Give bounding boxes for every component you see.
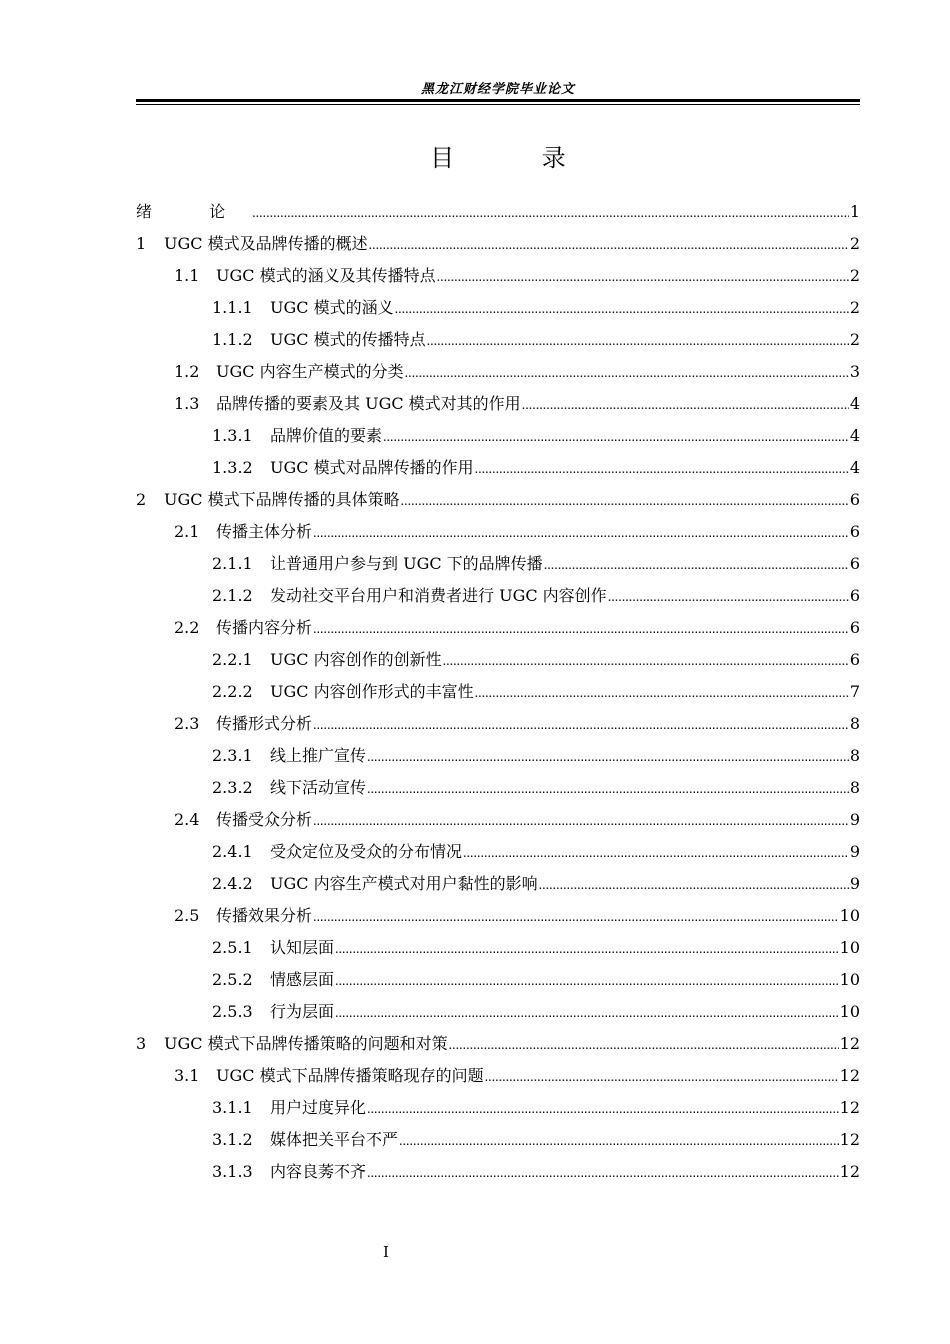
toc-entry-page: 3 [849,362,860,381]
toc-entry[interactable] [136,676,860,708]
toc-dot-leader [427,326,849,358]
toc-entry-page: 7 [849,682,860,701]
toc-entry[interactable] [136,516,860,548]
toc-entry-title: UGC 内容创作的创新性 [270,650,442,669]
toc-entry[interactable] [136,740,860,772]
toc-entry[interactable] [136,420,860,452]
toc-entry-number: 2.4.2 [212,874,253,893]
toc-entry-number: 2.3.2 [212,778,253,797]
toc-dot-leader [539,870,849,902]
toc-dot-leader [383,422,849,454]
toc-dot-leader [252,198,849,230]
toc-entry[interactable] [136,292,860,324]
toc-entry-number: 1.3 [174,394,200,413]
toc-dot-leader [335,998,839,1030]
toc-entry-page: 2 [849,266,860,285]
toc-dot-leader [313,806,849,838]
toc-dot-leader [522,390,849,422]
toc-entry[interactable] [136,996,860,1028]
header-rule-thin [136,104,860,105]
toc-entry-number: 2.4.1 [212,842,253,861]
toc-entry[interactable] [136,1028,860,1060]
toc-entry[interactable] [136,228,860,260]
toc-entry-page: 6 [849,522,860,541]
toc-entry-number: 2.5.2 [212,970,253,989]
toc-entry[interactable] [136,484,860,516]
toc-entry-title: 绪 论 [136,202,252,221]
toc-entry-title: 认知层面 [270,938,335,957]
toc-entry-title: 品牌传播的要素及其 UGC 模式对其的作用 [216,394,521,413]
toc-entry-number: 3.1 [174,1066,200,1085]
toc-dot-leader [367,1094,839,1126]
toc-dot-leader [367,1158,839,1190]
toc-entry-number: 2.2 [174,618,200,637]
toc-entry-number: 1.1.1 [212,298,253,317]
toc-list [136,196,860,1188]
toc-entry[interactable] [136,1124,860,1156]
toc-entry-title: UGC 模式的传播特点 [270,330,426,349]
toc-entry-page: 12 [839,1098,860,1117]
toc-dot-leader [399,1126,839,1158]
toc-entry-page: 10 [839,1002,860,1021]
toc-entry-page: 6 [849,490,860,509]
toc-entry-title: 线上推广宣传 [270,746,367,765]
toc-entry-title: 受众定位及受众的分布情况 [270,842,463,861]
toc-entry-title: 传播形式分析 [216,714,313,733]
toc-entry-page: 8 [849,778,860,797]
toc-entry-title: 让普通用户参与到 UGC 下的品牌传播 [270,554,543,573]
toc-entry-title: 传播受众分析 [216,810,313,829]
toc-entry-number: 3.1.3 [212,1162,253,1181]
toc-entry-number: 1 [136,234,147,253]
toc-entry-page: 6 [849,650,860,669]
toc-entry-page: 9 [849,842,860,861]
toc-entry-title: 传播内容分析 [216,618,313,637]
toc-entry[interactable] [136,900,860,932]
toc-dot-leader [395,294,849,326]
toc-entry-title: UGC 内容创作形式的丰富性 [270,682,474,701]
toc-dot-leader [449,1030,839,1062]
toc-dot-leader [608,582,849,614]
toc-entry[interactable] [136,708,860,740]
toc-dot-leader [544,550,849,582]
toc-dot-leader [313,614,849,646]
toc-entry-title: 品牌价值的要素 [270,426,383,445]
toc-dot-leader [475,454,849,486]
toc-entry[interactable] [136,580,860,612]
toc-entry[interactable] [136,356,860,388]
toc-dot-leader [335,934,839,966]
toc-dot-leader [313,518,849,550]
toc-entry-title: 情感层面 [270,970,335,989]
toc-dot-leader [443,646,849,678]
toc-entry-title: 传播主体分析 [216,522,313,541]
toc-entry[interactable] [136,548,860,580]
toc-entry[interactable] [136,1092,860,1124]
toc-entry-title: UGC 模式对品牌传播的作用 [270,458,474,477]
toc-entry-title: 内容良莠不齐 [270,1162,367,1181]
toc-entry[interactable] [136,932,860,964]
toc-dot-leader [437,262,849,294]
toc-entry-page: 10 [839,970,860,989]
toc-dot-leader [335,966,839,998]
toc-entry-title: UGC 内容生产模式对用户黏性的影响 [270,874,538,893]
toc-dot-leader [475,678,849,710]
toc-entry-title: UGC 模式下品牌传播策略现存的问题 [216,1066,484,1085]
toc-entry-page: 8 [849,714,860,733]
toc-entry-page: 2 [849,298,860,317]
toc-title: 目 录 [430,144,606,172]
toc-entry-number: 2.2.2 [212,682,253,701]
toc-entry-page: 4 [849,458,860,477]
toc-entry-number: 3 [136,1034,147,1053]
toc-entry-number: 1.3.2 [212,458,253,477]
toc-entry-number: 1.3.1 [212,426,253,445]
toc-entry-number: 1.1.2 [212,330,253,349]
toc-entry-number: 2.3.1 [212,746,253,765]
toc-dot-leader [313,902,839,934]
toc-entry-page: 9 [849,810,860,829]
toc-entry[interactable] [136,804,860,836]
toc-entry-number: 2.5.3 [212,1002,253,1021]
toc-entry-page: 2 [849,330,860,349]
toc-entry-title: 媒体把关平台不严 [270,1130,399,1149]
toc-entry-number: 2.3 [174,714,200,733]
toc-entry[interactable] [136,964,860,996]
toc-dot-leader [401,486,849,518]
toc-entry-number: 2.1 [174,522,200,541]
toc-dot-leader [463,838,849,870]
toc-entry-title: 发动社交平台用户和消费者进行 UGC 内容创作 [270,586,607,605]
toc-entry[interactable] [136,644,860,676]
toc-entry-page: 4 [849,394,860,413]
toc-entry-title: 线下活动宣传 [270,778,367,797]
toc-entry-page: 6 [849,586,860,605]
toc-entry[interactable] [136,324,860,356]
toc-entry-page: 6 [849,554,860,573]
toc-dot-leader [485,1062,839,1094]
toc-entry-number: 2.5.1 [212,938,253,957]
toc-entry-title: UGC 模式及品牌传播的概述 [164,234,368,253]
toc-entry-number: 3.1.2 [212,1130,253,1149]
toc-entry-title: 用户过度异化 [270,1098,367,1117]
toc-entry-number: 1.1 [174,266,200,285]
toc-entry-number: 2.5 [174,906,200,925]
toc-dot-leader [367,774,849,806]
toc-dot-leader [369,230,849,262]
toc-entry-page: 12 [839,1162,860,1181]
toc-entry-page: 4 [849,426,860,445]
toc-entry-page: 2 [849,234,860,253]
toc-entry-title: UGC 模式的涵义 [270,298,394,317]
toc-dot-leader [313,710,849,742]
toc-entry-title: 传播效果分析 [216,906,313,925]
toc-entry-page: 10 [839,938,860,957]
toc-dot-leader [367,742,849,774]
toc-entry-title: UGC 模式下品牌传播的具体策略 [164,490,400,509]
toc-entry-title: UGC 模式的涵义及其传播特点 [216,266,436,285]
toc-entry-page: 12 [839,1130,860,1149]
toc-entry-page: 8 [849,746,860,765]
toc-entry-number: 2.2.1 [212,650,253,669]
toc-entry-page: 9 [849,874,860,893]
toc-entry-page: 10 [839,906,860,925]
toc-entry[interactable] [136,868,860,900]
toc-entry-title: UGC 模式下品牌传播策略的问题和对策 [164,1034,448,1053]
toc-entry[interactable] [136,772,860,804]
toc-entry[interactable] [136,452,860,484]
toc-entry[interactable] [136,1156,860,1188]
toc-entry[interactable] [136,388,860,420]
toc-entry-title: 行为层面 [270,1002,335,1021]
toc-entry-page: 6 [849,618,860,637]
header-rule-thick [136,99,860,102]
toc-entry-title: UGC 内容生产模式的分类 [216,362,404,381]
toc-entry-number: 1.2 [174,362,200,381]
toc-entry-page: 12 [839,1066,860,1085]
page-number: I [383,1243,389,1261]
toc-entry[interactable] [136,196,860,228]
toc-entry[interactable] [136,836,860,868]
toc-dot-leader [405,358,849,390]
toc-entry-page: 1 [849,202,860,221]
toc-entry-number: 3.1.1 [212,1098,253,1117]
toc-entry-number: 2 [136,490,147,509]
toc-entry[interactable] [136,612,860,644]
toc-entry-number: 2.1.2 [212,586,253,605]
toc-entry-number: 2.4 [174,810,200,829]
toc-entry-page: 12 [839,1034,860,1053]
toc-entry[interactable] [136,1060,860,1092]
toc-entry-number: 2.1.1 [212,554,253,573]
toc-entry[interactable] [136,260,860,292]
running-header: 黑龙江财经学院毕业论文 [420,82,575,97]
